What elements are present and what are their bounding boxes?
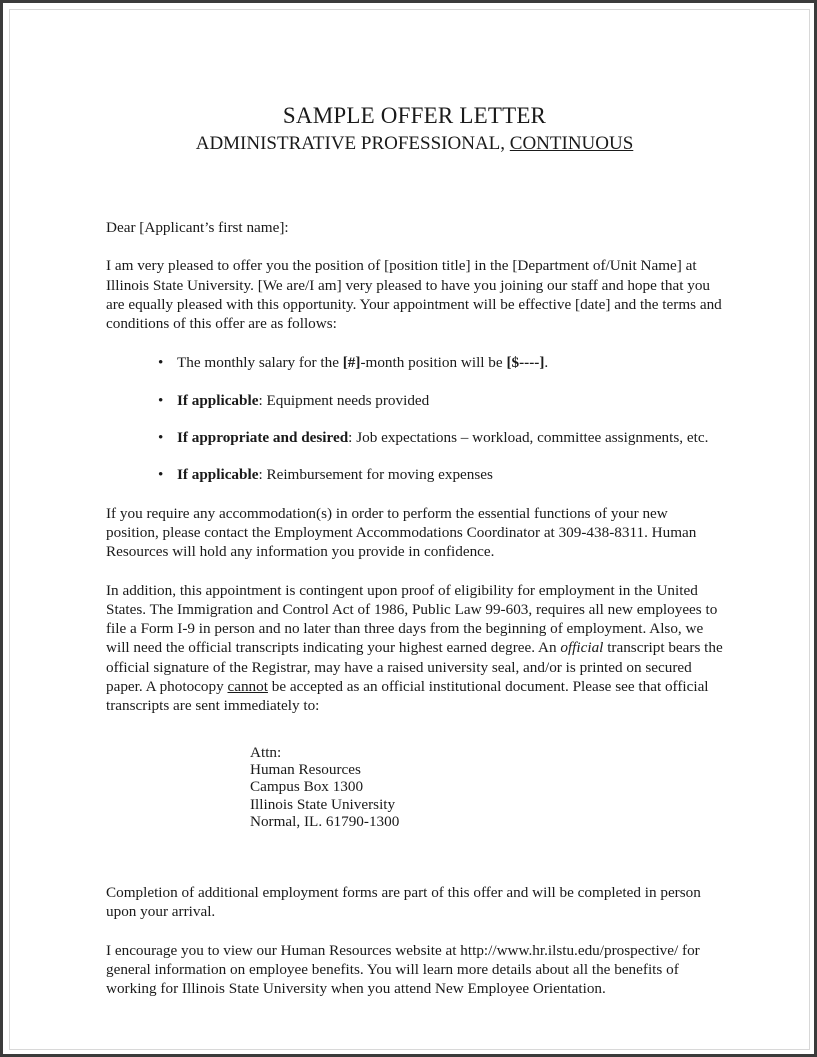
address-line: Human Resources [250,760,361,778]
bullet-segment: : Job expectations – workload, committee assignments, etc. [348,429,709,447]
address-line: Attn: [250,743,282,761]
bullet-segment: The monthly salary for the [177,354,343,372]
bullet-segment: -month position will be [360,354,507,372]
bullet-icon: • [158,429,164,447]
bullet-segment-bold: If applicable [177,466,259,484]
closing-part-1: I encourage you to view our Human Resources website at [106,941,461,959]
address-line: Campus Box 1300 [250,778,364,796]
mailing-address-block [106,744,723,830]
document-content [106,10,723,999]
accommodation-paragraph: If you require any accommodation(s) in order to perform the essential functions of your new position, please contact the Employment Accommodations Coordinator at 309-438-8311. Human Resources will hold any information you provide in confidence. [106,504,697,561]
terms-bullet-list [106,353,723,484]
bullet-text [177,392,429,409]
title-block [106,10,723,156]
eligibility-part-3: be accepted as an official institutional document. Please see that official transcripts are sent immediately to: [106,678,709,715]
bullet-segment: : Equipment needs provided [258,391,430,409]
hr-website-url: http://www.hr.ilstu.edu/prospective/ [460,941,679,959]
salutation: Dear [Applicant’s first name]: [106,219,289,236]
closing-part-2: for general information on employee benefits. You will learn more details about all the benefits of working for Illinois State University when you attend New Employee Orientation. [106,941,700,998]
eligibility-paragraph [106,581,723,716]
bullet-segment-bold: [#] [342,354,361,372]
bullet-text [177,354,548,371]
closing-paragraph [106,941,723,999]
bullet-segment-bold: [$----] [506,354,545,372]
list-item [106,353,723,372]
bullet-segment-bold: If applicable [177,391,259,409]
intro-paragraph: I am very pleased to offer you the position of [position title] in the [Department of/Unit Name] at Illinois State University. [We are/I am] very pleased to have you joining our staff and hope that you are equally pleased with this opportunity. Your appointment will be effective [date] and the terms and conditions of this offer are as follows: [106,257,722,333]
bullet-icon: • [158,354,164,372]
eligibility-part-2: transcript bears the official signature of the Registrar, may have a raised university seal, and/or is printed on secured paper. A photocopy [106,639,723,696]
address-line: Normal, IL. 61790-1300 [250,812,400,830]
bullet-segment-bold: If appropriate and desired [177,429,349,447]
bullet-text [177,466,493,483]
bullet-segment: : Reimbursement for moving expenses [258,466,493,484]
bullet-icon: • [158,391,164,409]
eligibility-part-1: In addition, this appointment is contingent upon proof of eligibility for employment in the United States. The Immigration and Control Act of 1986, Public Law 99-603, requires all new employees to file a Form I-9 in person and no later than three days from the beginning of employment. Also, we will need the official transcripts indicating your highest earned degree. An [106,581,718,657]
eligibility-underlined-term: cannot [227,678,268,696]
page-title: SAMPLE OFFER LETTER [282,103,547,128]
list-item [106,428,723,447]
completion-paragraph: Completion of additional employment forms are part of this offer and will be completed in person upon your arrival. [106,884,701,921]
eligibility-italic-term: official [560,639,604,657]
list-item [106,465,723,484]
subtitle-prefix: ADMINISTRATIVE PROFESSIONAL, [195,133,510,154]
address-line: Illinois State University [250,795,396,813]
subtitle-underlined-term: CONTINUOUS [509,133,634,154]
paper-sheet [9,9,810,1050]
bullet-text [177,429,708,446]
list-item [106,391,723,410]
bullet-segment: . [544,354,549,372]
document-subtitle [106,132,723,156]
bullet-icon: • [158,466,164,484]
